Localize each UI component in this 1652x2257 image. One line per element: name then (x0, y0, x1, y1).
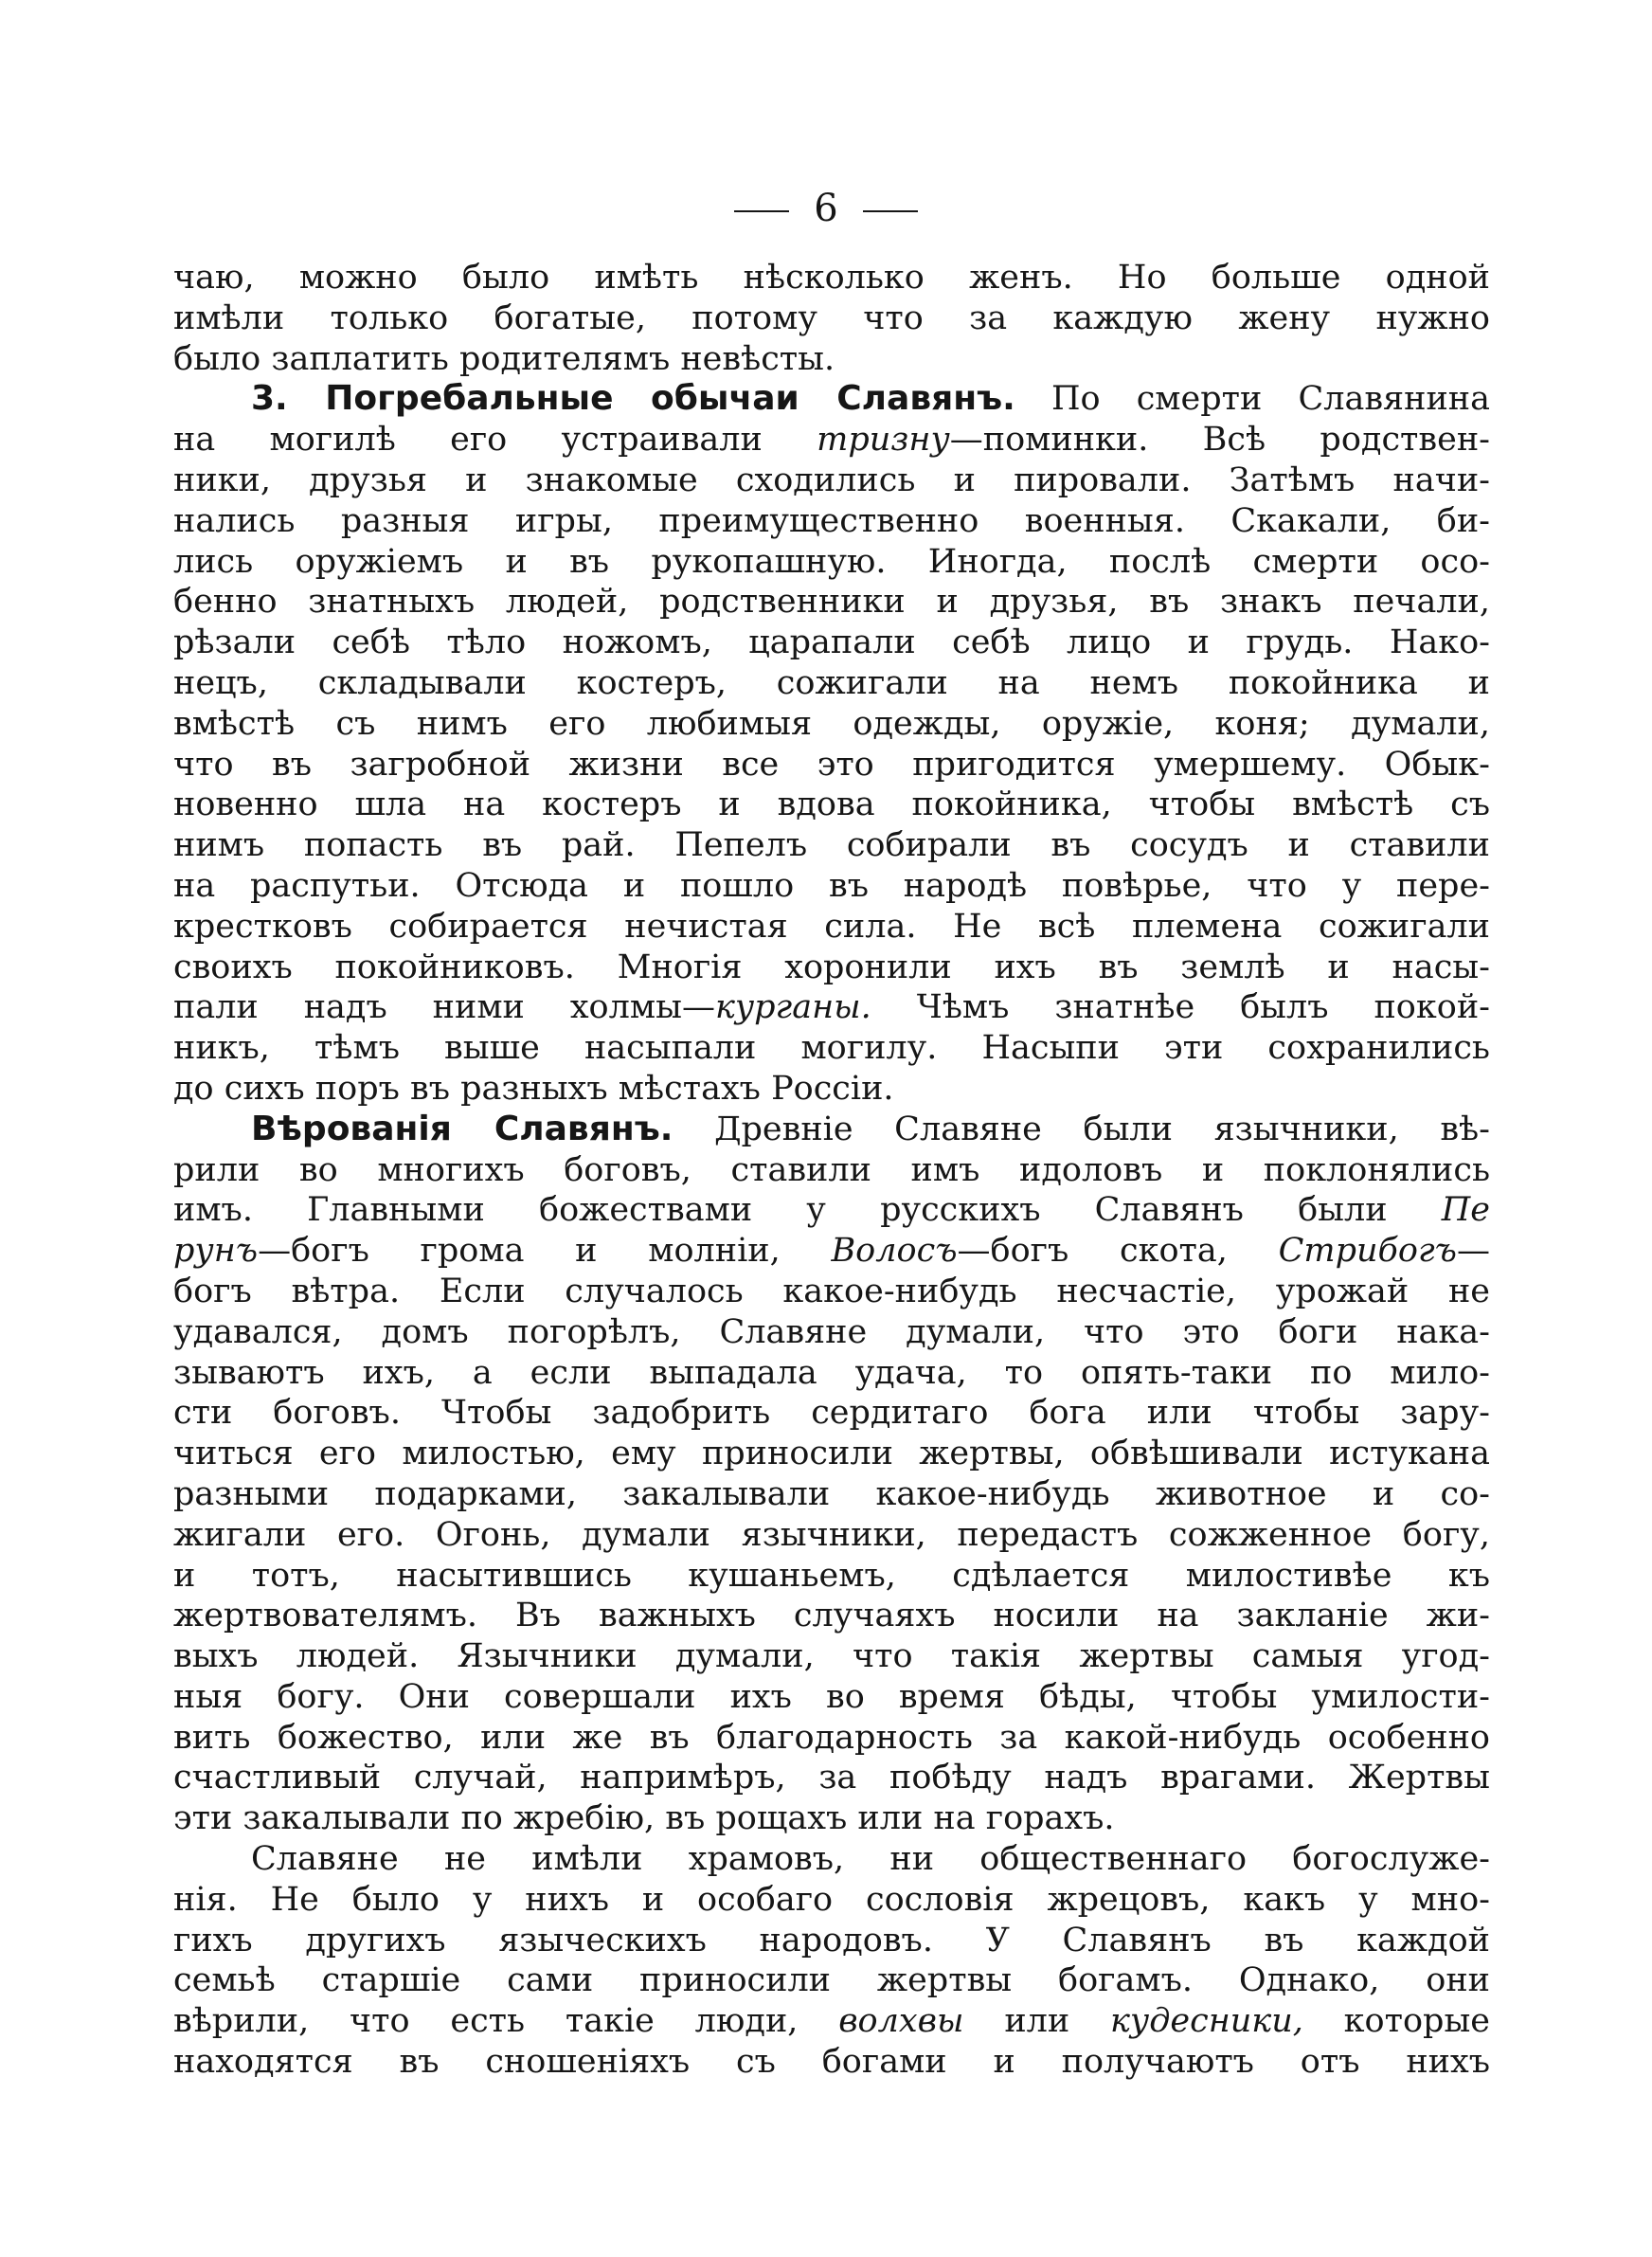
text-line: Славяне не имѣли храмовъ, ни общественнаго богослуже- (251, 1840, 1490, 1879)
text-line: вить божество, или же въ благодарность за какой-нибудь особенно (173, 1718, 1490, 1757)
text-line: нія. Не было у нихъ и особаго сословія жрецовъ, какъ у мно- (173, 1880, 1490, 1919)
section-heading-beliefs: Вѣрованія Славянъ. (251, 1109, 673, 1148)
text-line: Вѣрованія Славянъ. Древніе Славяне были язычники, вѣ- (251, 1109, 1490, 1148)
text-line: чаю, можно было имѣть нѣсколько женъ. Но больше одной (173, 259, 1490, 297)
text-line: новенно шла на костеръ и вдова покойника, чтобы вмѣстѣ съ (173, 785, 1490, 824)
term-kurgany: курганы. (714, 988, 871, 1027)
term-stribog: Стрибогъ (1278, 1232, 1457, 1271)
text-line: на распутьи. Отсюда и пошло въ народѣ повѣрье, что у пере- (173, 866, 1490, 905)
text-line: что въ загробной жизни все это пригодится умершему. Обык- (173, 745, 1490, 784)
text-line: рунъ—богъ грома и молніи, Волосъ—богъ скота, Стрибогъ— (173, 1232, 1490, 1271)
page-number-header (0, 186, 1652, 231)
right-dash (863, 210, 918, 212)
text-line: читься его милостью, ему приносили жертвы, обвѣшивали истукана (173, 1435, 1490, 1473)
text-line: было заплатить родителямъ невѣсты. (173, 339, 835, 378)
text-line: счастливый случай, напримѣръ, за побѣду надъ врагами. Жертвы (173, 1759, 1490, 1797)
text-line: на могилѣ его устраивали тризну—поминки. Всѣ родствен- (173, 421, 1490, 460)
text-line: богъ вѣтра. Если случалось какое-нибудь несчастіе, урожай не (173, 1272, 1490, 1310)
term-volkhvy: волхвы (838, 2002, 964, 2041)
text-line: лись оружіемъ и въ рукопашную. Иногда, послѣ смерти осо- (173, 542, 1490, 581)
text-line: зываютъ ихъ, а если выпадала удача, то опять-таки по мило- (173, 1353, 1490, 1392)
text-line: эти закалывали по жребію, въ рощахъ или на горахъ. (173, 1799, 1115, 1838)
text-line: рили во многихъ боговъ, ставили имъ идоловъ и поклонялись (173, 1150, 1490, 1189)
text-line: вмѣстѣ съ нимъ его любимыя одежды, оружіе, коня; думали, (173, 704, 1490, 743)
text-line: 3. Погребальные обычаи Славянъ. По смерти Славянина (251, 379, 1490, 419)
term-perun: рунъ (173, 1232, 259, 1271)
text-line: никъ, тѣмъ выше насыпали могилу. Насыпи эти сохранились (173, 1029, 1490, 1068)
term-kudesniki: кудесники, (1110, 2002, 1303, 2041)
text-line: ники, друзья и знакомые сходились и пировали. Затѣмъ начи- (173, 460, 1490, 499)
text-line: имѣли только богатые, потому что за каждую жену нужно (173, 298, 1490, 337)
text-line: семьѣ старшіе сами приносили жертвы богамъ. Однако, они (173, 1961, 1490, 2000)
text-line: и тотъ, насытившись кушаньемъ, сдѣлается милостивѣе къ (173, 1556, 1490, 1595)
text-line: крестковъ собирается нечистая сила. Не всѣ племена сожигали (173, 907, 1490, 946)
text-line: своихъ покойниковъ. Многія хоронили ихъ въ землѣ и насы- (173, 948, 1490, 986)
text-line: рѣзали себѣ тѣло ножомъ, царапали себѣ лицо и грудь. Нако- (173, 623, 1490, 662)
page-number: 6 (814, 187, 838, 230)
text-line: имъ. Главными божествами у русскихъ Славянъ были Пе (173, 1191, 1490, 1230)
text-line: пали надъ ними холмы—курганы. Чѣмъ знатнѣе былъ покой- (173, 988, 1490, 1027)
text-line: сти боговъ. Чтобы задобрить сердитаго бога или чтобы зару- (173, 1394, 1490, 1433)
text-line: до сихъ поръ въ разныхъ мѣстахъ Россіи. (173, 1069, 894, 1108)
text-line: находятся въ сношеніяхъ съ богами и получаютъ отъ нихъ (173, 2043, 1490, 2082)
body-text (173, 258, 1490, 2083)
term-volos: Волосъ (831, 1232, 958, 1271)
section-heading-burial: 3. Погребальные обычаи Славянъ. (251, 379, 1015, 419)
text-line: нались разныя игры, преимущественно военныя. Скакали, би- (173, 501, 1490, 540)
text-line: нецъ, складывали костеръ, сожигали на немъ покойника и (173, 663, 1490, 702)
text-line: жигали его. Огонь, думали язычники, передастъ сожженное богу, (173, 1515, 1490, 1554)
text-line: вѣрили, что есть такіе люди, волхвы или кудесники, которые (173, 2002, 1490, 2041)
text-line: ныя богу. Они совершали ихъ во время бѣды, чтобы умилости- (173, 1677, 1490, 1716)
term-perun-part: Пе (1441, 1191, 1490, 1230)
term-trizna: тризну (817, 421, 950, 460)
text-line: нимъ попасть въ рай. Пепелъ собирали въ сосудъ и ставили (173, 826, 1490, 865)
text-line: гихъ другихъ языческихъ народовъ. У Славянъ въ каждой (173, 1921, 1490, 1959)
left-dash (734, 210, 789, 212)
text-line: разными подарками, закалывали какое-нибудь животное и со- (173, 1474, 1490, 1513)
text-line: бенно знатныхъ людей, родственники и друзья, въ знакъ печали, (173, 583, 1490, 622)
text-line: выхъ людей. Язычники думали, что такія жертвы самыя угод- (173, 1637, 1490, 1676)
text-line: жертвователямъ. Въ важныхъ случаяхъ носили на закланіе жи- (173, 1597, 1490, 1635)
text-line: удавался, домъ погорѣлъ, Славяне думали, что это боги нака- (173, 1312, 1490, 1351)
